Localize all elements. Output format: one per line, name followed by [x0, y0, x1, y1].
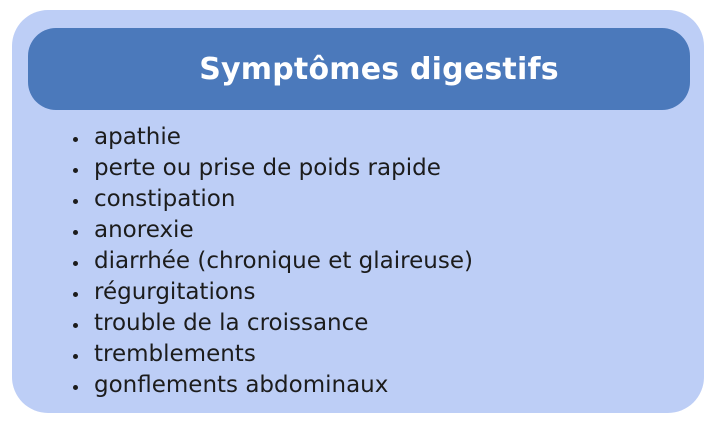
list-item: • apathie	[90, 122, 684, 153]
list-item: • diarrhée (chronique et glaireuse)	[90, 246, 684, 277]
list-item: • régurgitations	[90, 277, 684, 308]
list-item: • constipation	[90, 184, 684, 215]
list-item: • perte ou prise de poids rapide	[90, 153, 684, 184]
list-item: • trouble de la croissance	[90, 308, 684, 339]
list-item: • tremblements	[90, 339, 684, 370]
card-header	[28, 28, 690, 110]
symptoms-list	[12, 122, 694, 401]
card-title: Symptômes digestifs	[199, 51, 559, 87]
symptoms-card	[12, 10, 704, 413]
list-item: • anorexie	[90, 215, 684, 246]
list-item: • gonflements abdominaux	[90, 370, 684, 401]
